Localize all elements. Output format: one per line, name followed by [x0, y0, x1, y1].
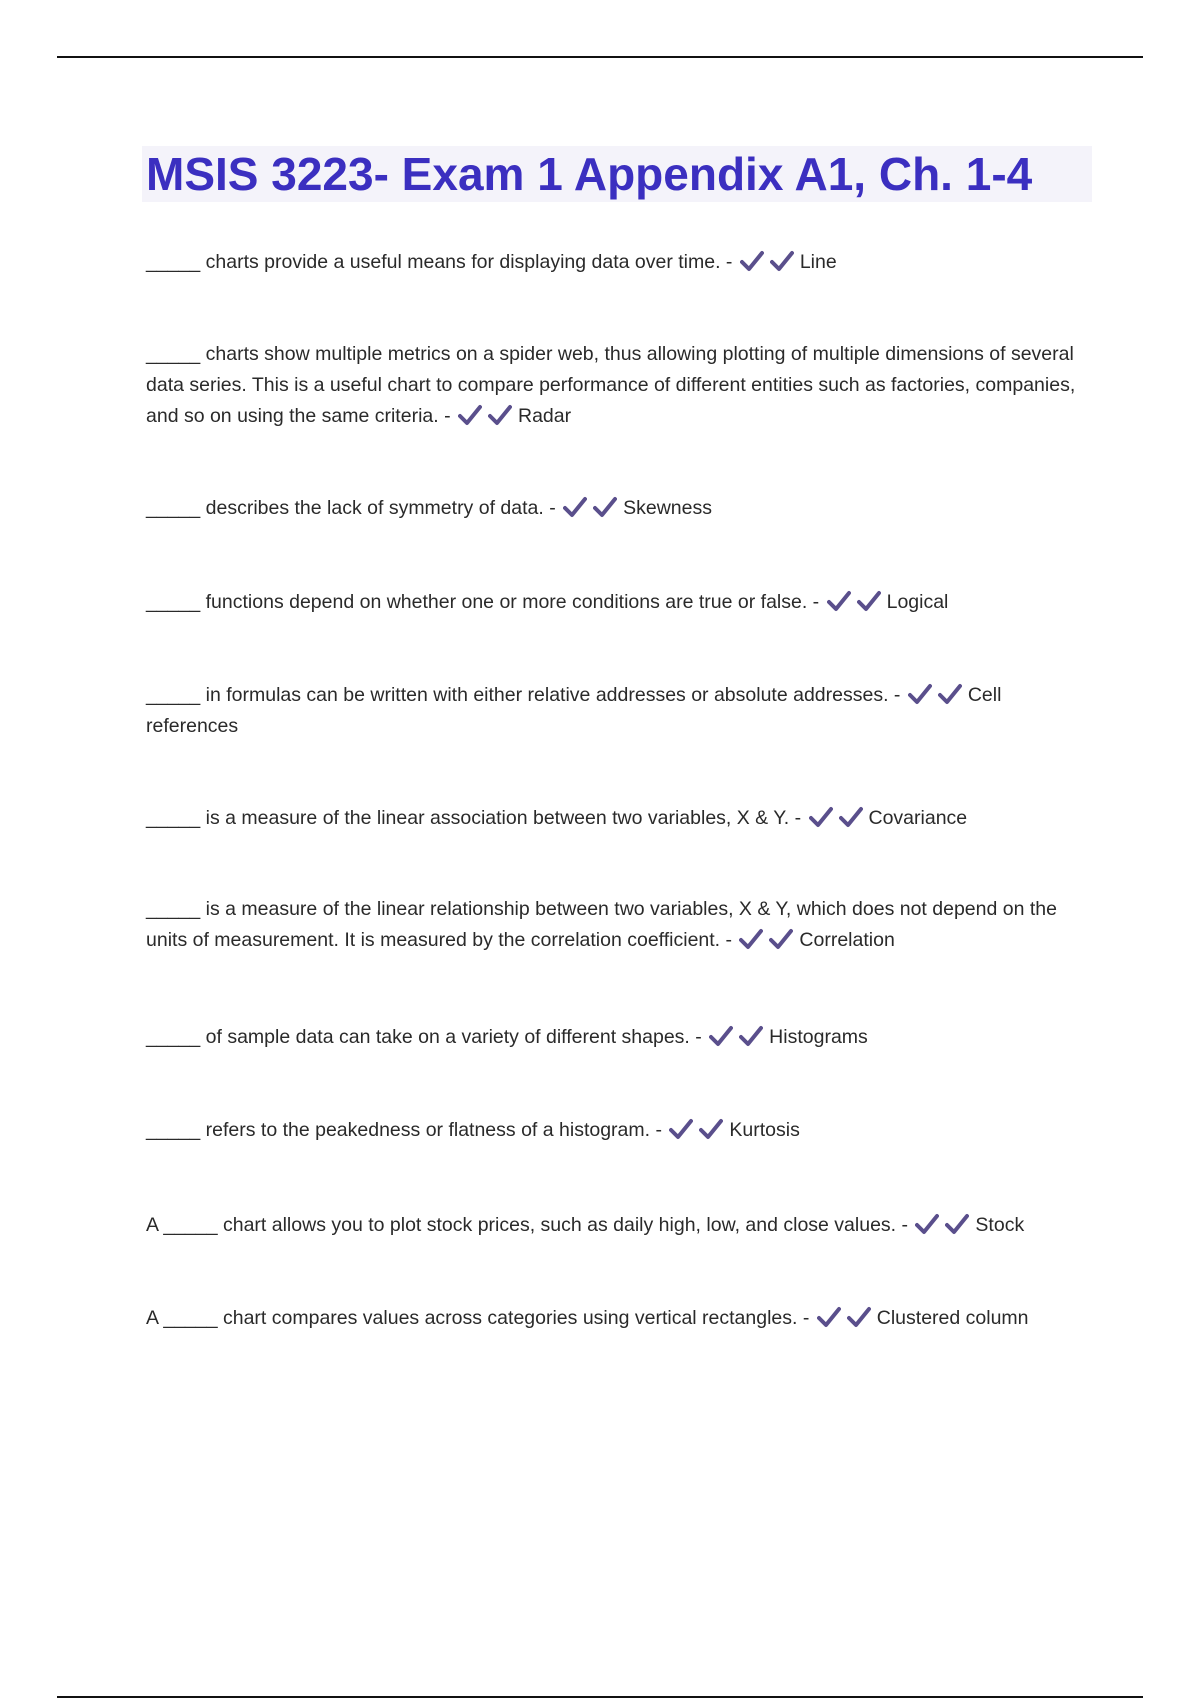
- question-text: _____ is a measure of the linear association between two variables, X & Y. -: [146, 807, 802, 829]
- check-icon: [827, 590, 851, 612]
- check-icon: [458, 404, 482, 426]
- top-divider: [57, 56, 1143, 58]
- answer-text: Cell references: [146, 684, 1002, 737]
- qa-item: [146, 1210, 1086, 1241]
- answer-text: Clustered column: [876, 1307, 1029, 1329]
- qa-item: [146, 803, 1086, 834]
- question-text: A _____ chart compares values across categories using vertical rectangles. -: [146, 1307, 810, 1329]
- title-banner: [142, 146, 1092, 202]
- check-icon: [839, 806, 863, 828]
- answer-text: Covariance: [868, 807, 968, 829]
- answer-text: Radar: [518, 405, 572, 427]
- check-icon: [699, 1118, 723, 1140]
- question-text: _____ refers to the peakedness or flatness of a histogram. -: [146, 1119, 662, 1141]
- qa-item: [146, 1303, 1086, 1334]
- qa-item: [146, 1022, 1086, 1053]
- check-icon: [857, 590, 881, 612]
- qa-item: [146, 339, 1086, 432]
- question-text: _____ charts show multiple metrics on a spider web, thus allowing plotting of multiple dimensions of several data series. This is a useful chart to compare performance of different entities such as factories, companies, and so on using the same criteria. -: [146, 343, 1076, 427]
- page-title: MSIS 3223- Exam 1 Appendix A1, Ch. 1-4: [146, 148, 1033, 200]
- check-icon: [847, 1306, 871, 1328]
- qa-item: [146, 587, 1086, 618]
- check-icon: [709, 1025, 733, 1047]
- question-text: _____ of sample data can take on a variety of different shapes. -: [146, 1026, 702, 1048]
- check-icon: [669, 1118, 693, 1140]
- qa-item: [146, 247, 1086, 278]
- answer-text: Kurtosis: [729, 1119, 800, 1141]
- answer-text: Line: [799, 251, 837, 273]
- qa-item: [146, 1115, 1086, 1146]
- check-icon: [563, 496, 587, 518]
- question-text: _____ functions depend on whether one or more conditions are true or false. -: [146, 591, 820, 613]
- answer-text: Logical: [886, 591, 949, 613]
- check-icon: [488, 404, 512, 426]
- question-text: A _____ chart allows you to plot stock prices, such as daily high, low, and close values. -: [146, 1214, 908, 1236]
- check-icon: [769, 928, 793, 950]
- question-text: _____ in formulas can be written with either relative addresses or absolute addresses. -: [146, 684, 901, 706]
- check-icon: [938, 683, 962, 705]
- check-icon: [739, 928, 763, 950]
- qa-item: [146, 894, 1086, 956]
- question-text: _____ is a measure of the linear relationship between two variables, X & Y, which does not depend on the units of measurement. It is measured by the correlation coefficient. -: [146, 898, 1057, 951]
- check-icon: [908, 683, 932, 705]
- answer-text: Histograms: [769, 1026, 868, 1048]
- check-icon: [915, 1213, 939, 1235]
- qa-item: [146, 680, 1086, 742]
- answer-text: Skewness: [623, 497, 712, 519]
- check-icon: [817, 1306, 841, 1328]
- qa-item: [146, 493, 1086, 524]
- check-icon: [770, 250, 794, 272]
- bottom-divider: [57, 1696, 1143, 1698]
- question-text: _____ charts provide a useful means for displaying data over time. -: [146, 251, 733, 273]
- answer-text: Stock: [975, 1214, 1025, 1236]
- check-icon: [809, 806, 833, 828]
- check-icon: [739, 1025, 763, 1047]
- check-icon: [593, 496, 617, 518]
- answer-text: Correlation: [799, 929, 895, 951]
- check-icon: [945, 1213, 969, 1235]
- check-icon: [740, 250, 764, 272]
- question-text: _____ describes the lack of symmetry of data. -: [146, 497, 556, 519]
